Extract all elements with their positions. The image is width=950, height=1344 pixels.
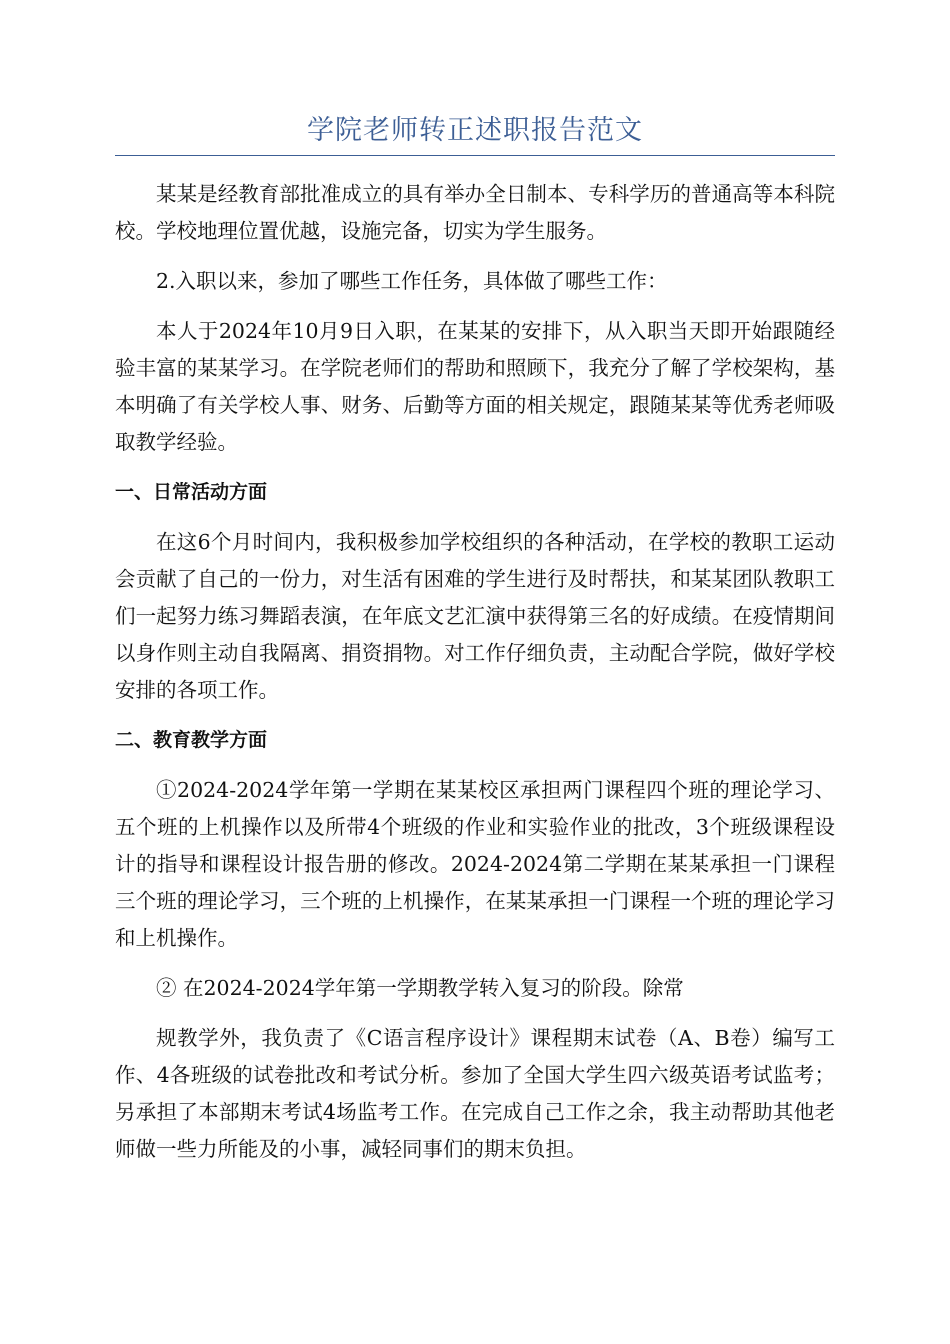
paragraph-tasks-question: 2.入职以来，参加了哪些工作任务，具体做了哪些工作：: [156, 269, 668, 293]
paragraph-intro: 某某是经教育部批准成立的具有举办全日制本、专科学历的普通高等本科院校。学校地理位置优越，设施完备，切实为学生服务。: [115, 182, 835, 243]
section-heading-teaching: 二、教育教学方面: [115, 729, 268, 751]
title-underline: [115, 155, 835, 156]
document-page: [115, 108, 835, 1168]
section-heading-daily-activities: 一、日常活动方面: [115, 481, 268, 503]
page-title: 学院老师转正述职报告范文: [307, 115, 643, 146]
paragraph-onboarding: 本人于2024年10月9日入职，在某某的安排下，从入职当天即开始跟随经验丰富的某某学习。在学院老师们的帮助和照顾下，我充分了解了学校架构，基本明确了有关学校人事、财务、后勤等方面的相关规定，跟随某某等优秀老师吸取教学经验。: [115, 319, 835, 454]
paragraph-teaching-2: ② 在2024-2024学年第一学期教学转入复习的阶段。除常: [156, 976, 684, 1000]
paragraph-teaching-1: ①2024-2024学年第一学期在某某校区承担两门课程四个班的理论学习、五个班的上机操作以及所带4个班级的作业和实验作业的批改，3个班级课程设计的指导和课程设计报告册的修改。2024-2024第二学期在某某承担一门课程三个班的理论学习，三个班的上机操作，在某某承担一门课程一个班的理论学习和上机操作。: [115, 778, 835, 950]
paragraph-teaching-3: 规教学外，我负责了《C语言程序设计》课程期末试卷（A、B卷）编写工作、4各班级的试卷批改和考试分析。参加了全国大学生四六级英语考试监考；另承担了本部期末考试4场监考工作。在完成自己工作之余，我主动帮助其他老师做一些力所能及的小事，减轻同事们的期末负担。: [115, 1026, 835, 1161]
paragraph-daily-activities: 在这6个月时间内，我积极参加学校组织的各种活动，在学校的教职工运动会贡献了自己的一份力，对生活有困难的学生进行及时帮扶，和某某团队教职工们一起努力练习舞蹈表演，在年底文艺汇演中获得第三名的好成绩。在疫情期间以身作则主动自我隔离、捐资捐物。对工作仔细负责，主动配合学院，做好学校安排的各项工作。: [115, 530, 835, 702]
